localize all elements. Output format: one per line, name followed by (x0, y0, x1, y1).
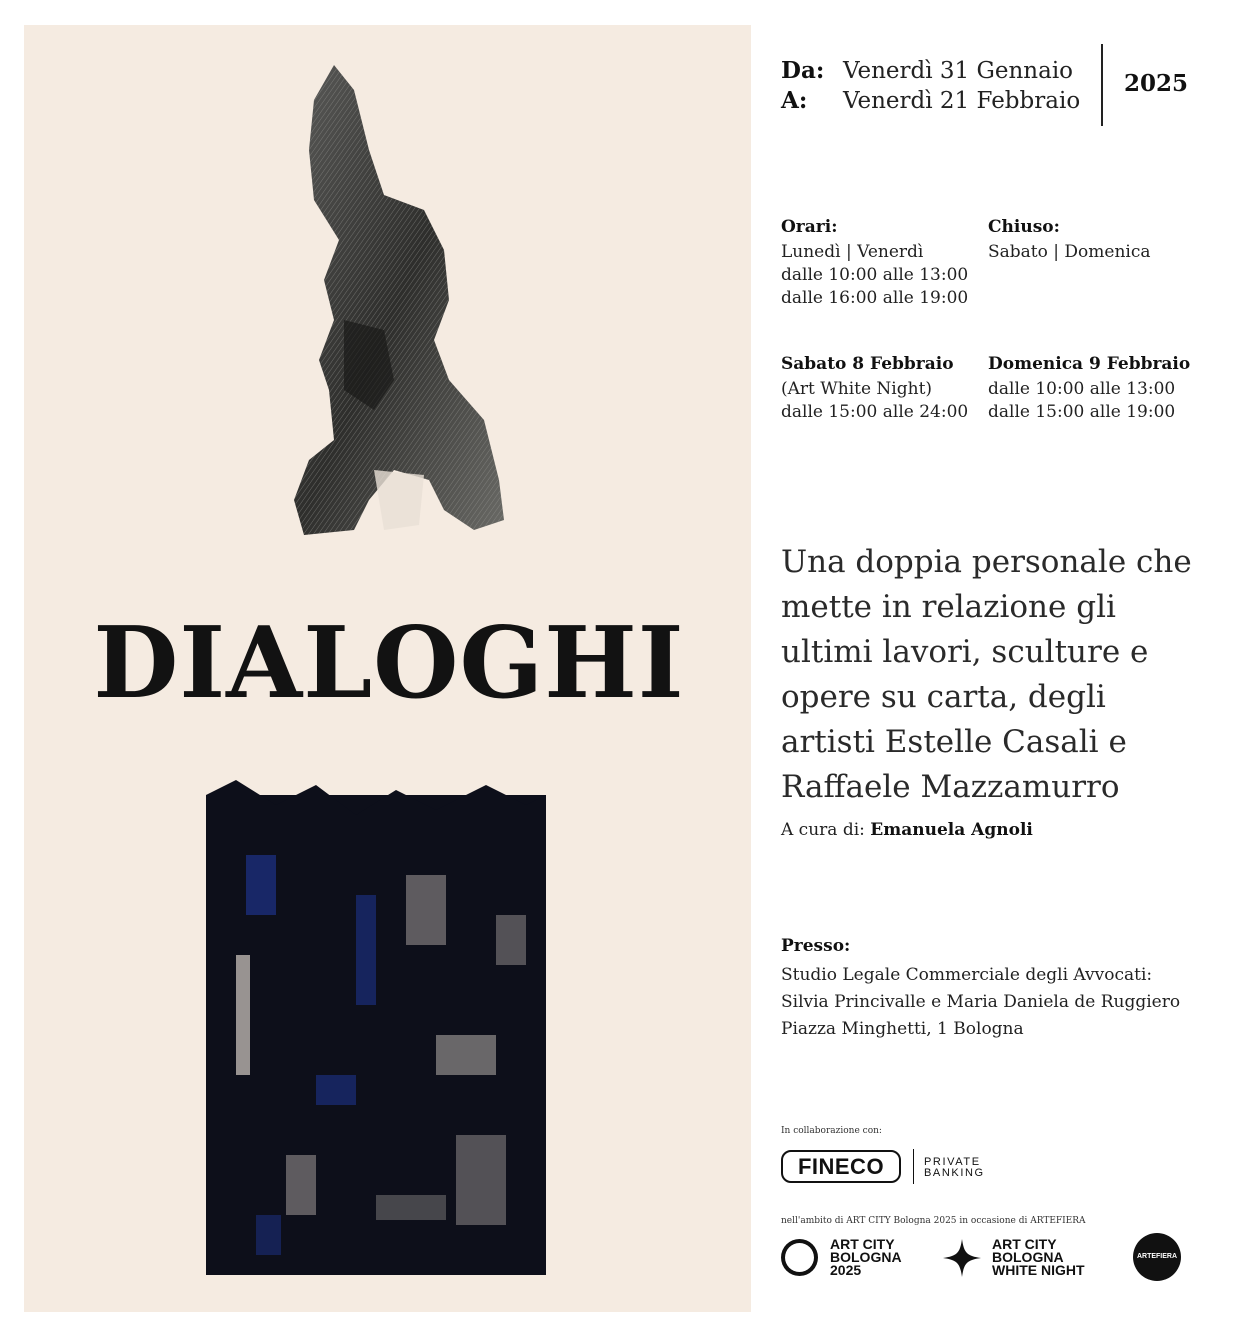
year: 2025 (1124, 70, 1189, 97)
fineco-logo: FINECO (781, 1150, 901, 1183)
venue-line-2: Silvia Princivalle e Maria Daniela de Ruggiero (781, 992, 1181, 1012)
whitenight-line-2: BOLOGNA (992, 1249, 1064, 1265)
to-date: Venerdì 21 Febbraio (843, 88, 1081, 114)
opening-slot-afternoon: dalle 16:00 alle 19:00 (781, 288, 969, 308)
closed-days (988, 216, 1151, 264)
artcity-line-3: 2025 (830, 1262, 862, 1278)
exhibition-description: Una doppia personale che mette in relazione gli ultimi lavori, sculture e opere su carta, degli artisti Estelle Casali e Raffaele Mazzamurro (781, 544, 1192, 805)
venue-heading: Presso: (781, 936, 851, 956)
collaboration-label: In collaborazione con: (781, 1126, 882, 1136)
circle-logo-icon (781, 1239, 818, 1276)
private-banking-line-2: BANKING (924, 1167, 985, 1179)
opening-slot-morning: dalle 10:00 alle 13:00 (781, 265, 969, 285)
sculpture-image (274, 60, 524, 560)
curator (781, 820, 1033, 840)
sunday-slot-afternoon: dalle 15:00 alle 19:00 (988, 402, 1176, 422)
context-label: nell'ambito di ART CITY Bologna 2025 in occasione di ARTEFIERA (781, 1216, 1086, 1226)
four-point-star-icon (943, 1239, 981, 1277)
closed-days-text: Sabato | Domenica (988, 242, 1151, 262)
sunday-slot-morning: dalle 10:00 alle 13:00 (988, 379, 1176, 399)
whitenight-logo (992, 1238, 1085, 1277)
whitenight-line-1: ART CITY (992, 1236, 1057, 1252)
artcity-logo (830, 1238, 902, 1277)
exhibition-title: DIALOGHI (93, 606, 685, 721)
curator-name: Emanuela Agnoli (870, 820, 1033, 840)
exhibition-dates (781, 56, 1080, 116)
curator-label: A cura di: (781, 820, 865, 840)
opening-hours-heading: Orari: (781, 217, 838, 237)
saturday-note: (Art White Night) (781, 379, 933, 399)
opening-days: Lunedì | Venerdì (781, 242, 924, 262)
private-banking-logo (924, 1157, 985, 1179)
venue-address: Piazza Minghetti, 1 Bologna (781, 1019, 1024, 1039)
painting-image (196, 775, 558, 1280)
from-date: Venerdì 31 Gennaio (843, 58, 1074, 84)
saturday-hours (781, 353, 968, 424)
artefiera-logo: ARTEFIERA (1133, 1233, 1181, 1281)
date-divider (1101, 44, 1103, 126)
private-banking-line-1: PRIVATE (924, 1156, 981, 1168)
sunday-hours (988, 353, 1190, 424)
to-label: A: (781, 87, 808, 114)
from-label: Da: (781, 57, 825, 84)
artcity-line-1: ART CITY (830, 1236, 895, 1252)
artwork-panel (24, 25, 751, 1312)
opening-hours (781, 216, 968, 310)
artcity-line-2: BOLOGNA (830, 1249, 902, 1265)
whitenight-line-3: WHITE NIGHT (992, 1262, 1085, 1278)
saturday-heading: Sabato 8 Febbraio (781, 354, 954, 374)
saturday-slot: dalle 15:00 alle 24:00 (781, 402, 969, 422)
venue (781, 933, 1180, 1043)
sunday-heading: Domenica 9 Febbraio (988, 354, 1191, 374)
logo-divider (913, 1149, 914, 1184)
closed-heading: Chiuso: (988, 217, 1060, 237)
venue-line-1: Studio Legale Commerciale degli Avvocati: (781, 965, 1153, 985)
